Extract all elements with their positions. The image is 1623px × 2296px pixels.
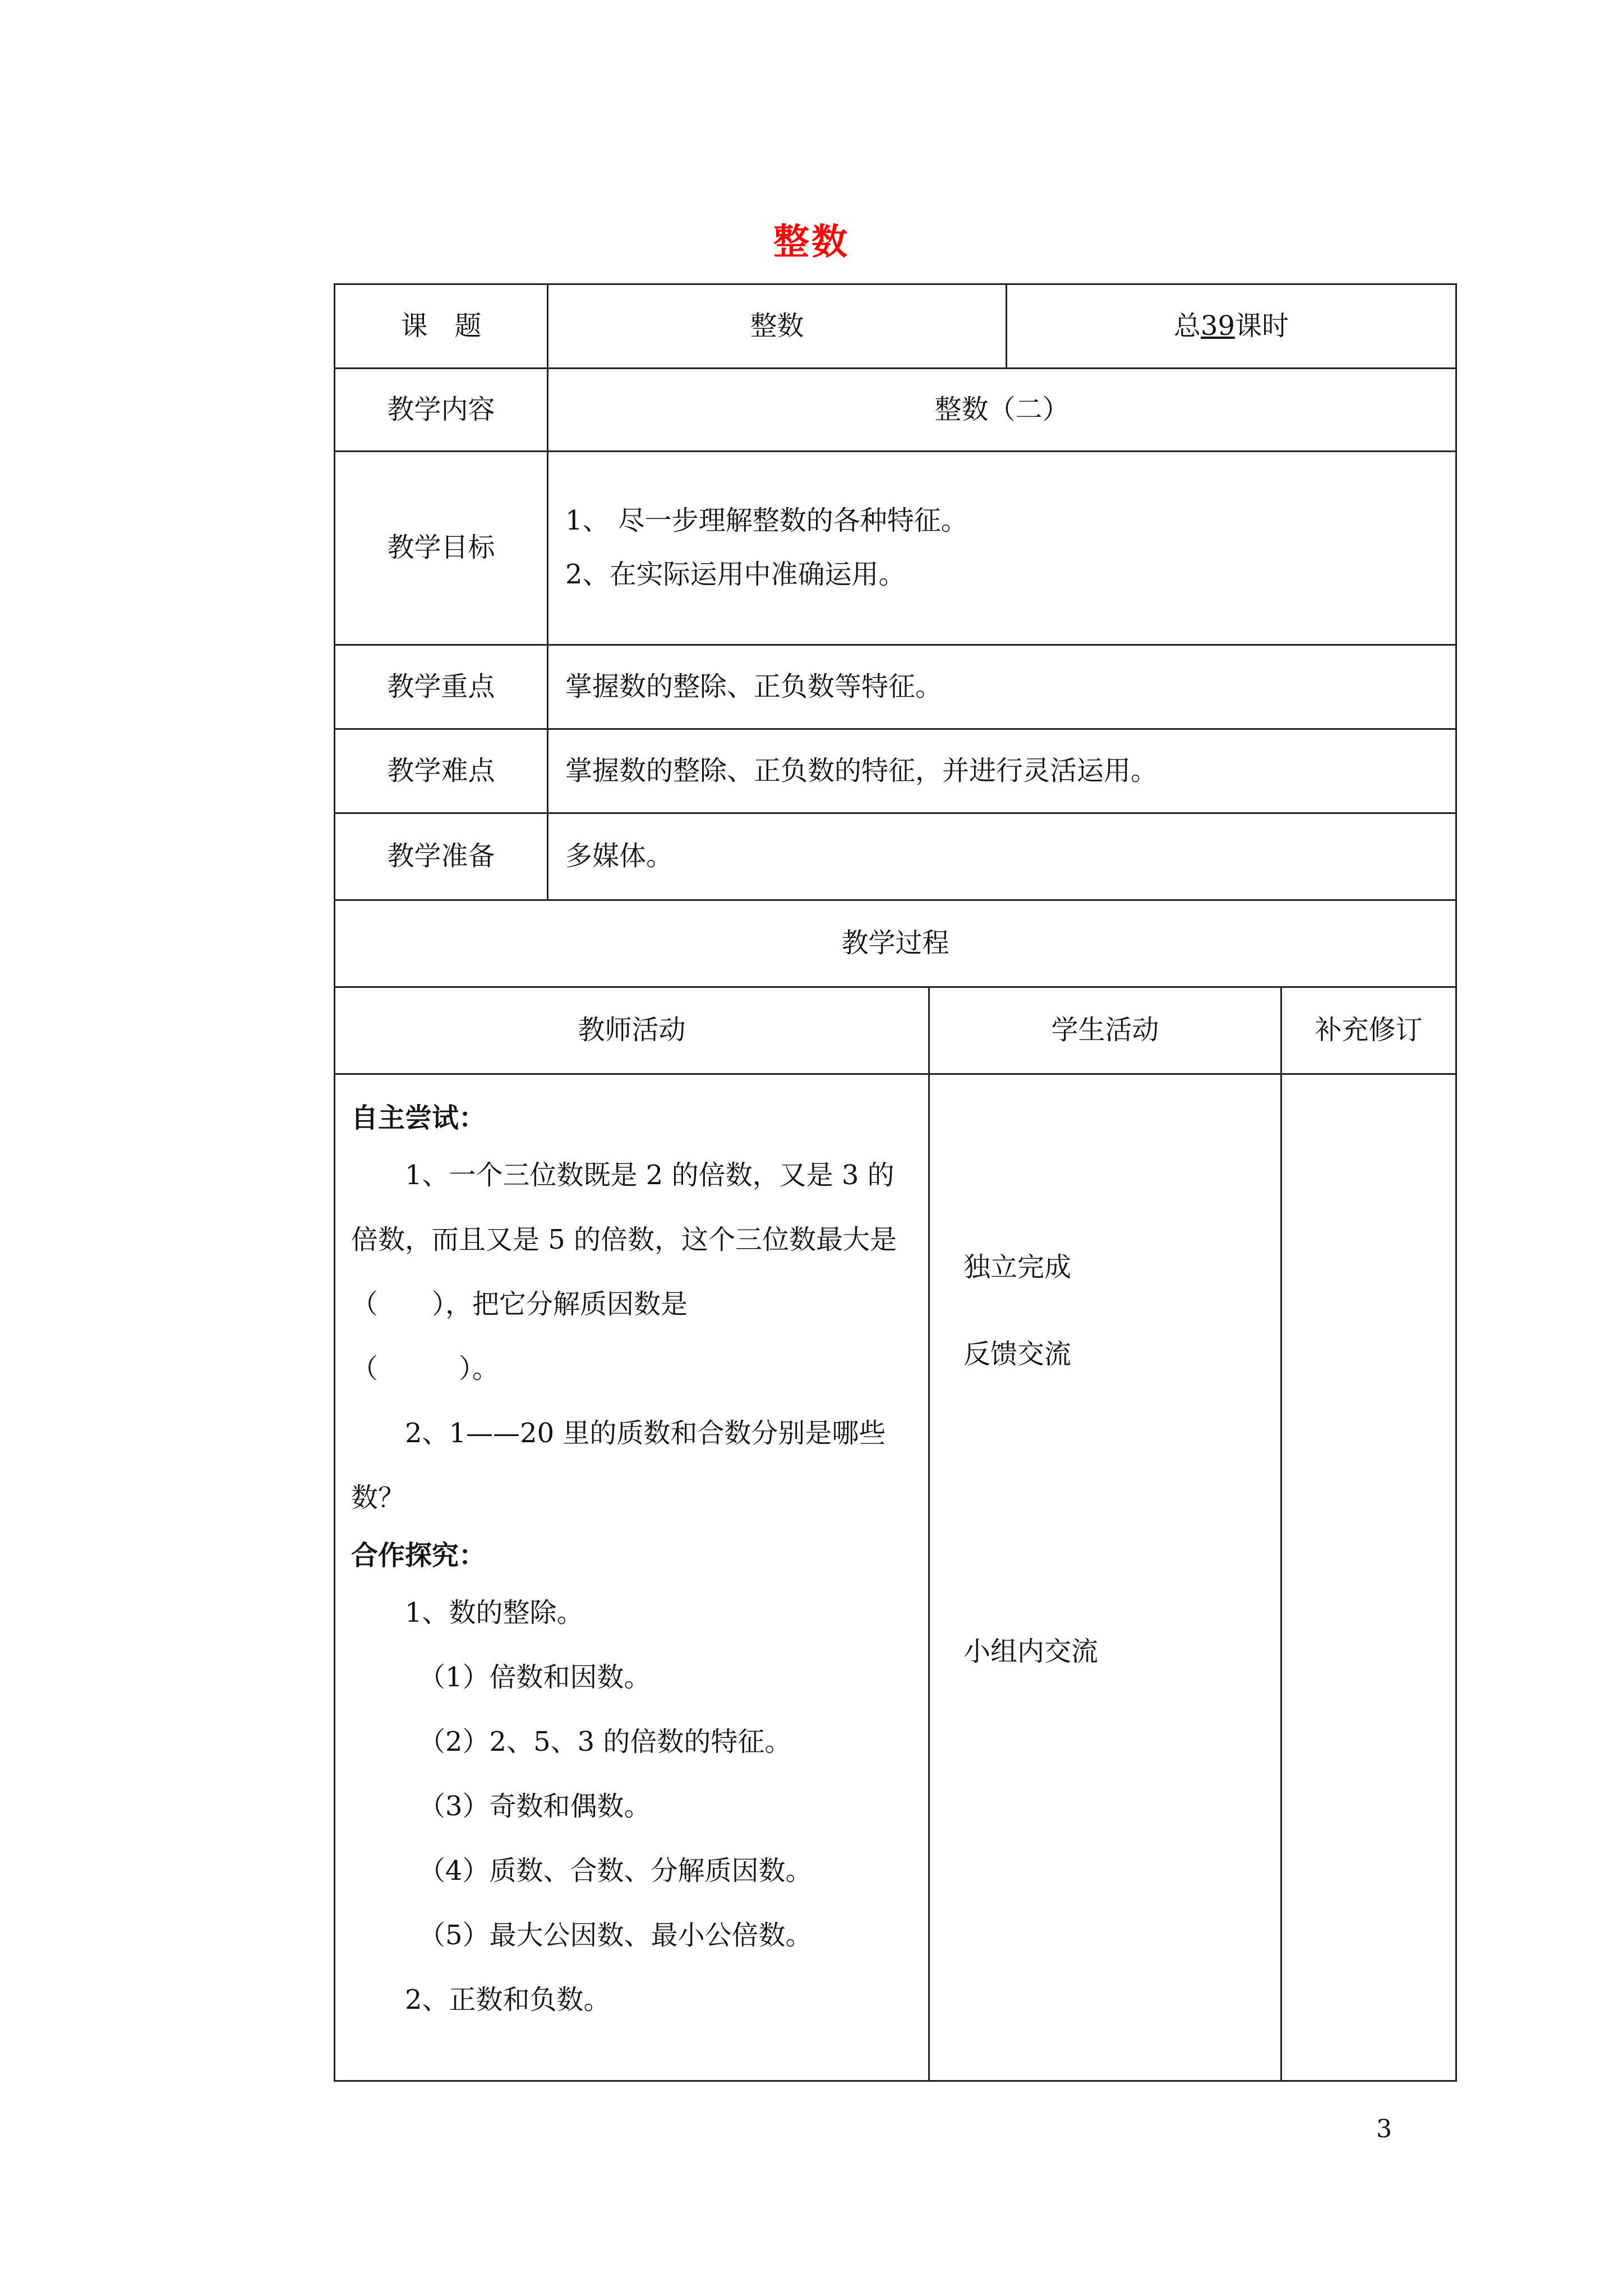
- list-subitem: （3）奇数和偶数。: [418, 1791, 651, 1822]
- process-title: 教学过程: [335, 900, 1456, 987]
- revision-cell: [1281, 1074, 1456, 2081]
- prep-value: 多媒体。: [548, 813, 1456, 900]
- question-line: 1、一个三位数既是 2 的倍数，又是 3 的: [405, 1159, 895, 1191]
- difficulty-value: 掌握数的整除、正负数的特征，并进行灵活运用。: [548, 729, 1456, 813]
- col-student-activity: 学生活动: [929, 987, 1281, 1074]
- content-value: 整数（二）: [548, 369, 1456, 452]
- goal-item: 2、在实际运用中准确运用。: [565, 559, 906, 590]
- topic-value: 整数: [548, 284, 1007, 369]
- topic-label: 课 题: [335, 284, 548, 369]
- content-label: 教学内容: [335, 369, 548, 452]
- col-revision: 补充修订: [1281, 987, 1456, 1074]
- question-line: 倍数，而且又是 5 的倍数，这个三位数最大是: [351, 1224, 897, 1255]
- content-row: [335, 369, 1456, 452]
- difficulty-label: 教学难点: [335, 729, 548, 813]
- list-item: 2、正数和负数。: [405, 1984, 611, 2016]
- question-line: 2、1——20 里的质数和合数分别是哪些: [405, 1418, 886, 1449]
- list-subitem: （5）最大公因数、最小公倍数。: [418, 1920, 813, 1951]
- lesson-plan-table: [334, 283, 1457, 2082]
- goals-label: 教学目标: [335, 452, 548, 645]
- key-value: 掌握数的整除、正负数等特征。: [548, 645, 1456, 729]
- total-number: 39: [1200, 310, 1235, 342]
- list-item: 1、数的整除。: [405, 1597, 584, 1628]
- section-heading: 合作探究：: [351, 1540, 486, 1571]
- prep-row: [335, 813, 1456, 900]
- goal-item: 1、 尽一步理解整数的各种特征。: [565, 505, 968, 537]
- student-activity-cell: [929, 1074, 1281, 2081]
- process-title-row: [335, 900, 1456, 987]
- col-teacher-activity: 教师活动: [335, 987, 929, 1074]
- list-subitem: （1）倍数和因数。: [418, 1662, 651, 1693]
- prep-label: 教学准备: [335, 813, 548, 900]
- section-heading: 自主尝试：: [351, 1102, 486, 1134]
- key-row: [335, 645, 1456, 729]
- question-line: （ ），把它分解质因数是: [351, 1289, 688, 1320]
- process-body-row: [335, 1074, 1456, 2081]
- list-subitem: （2）2、5、3 的倍数的特征。: [418, 1726, 792, 1757]
- question-line: 数？: [351, 1482, 405, 1513]
- total-suffix: 课时: [1235, 310, 1289, 342]
- difficulty-row: [335, 729, 1456, 813]
- header-row: [335, 284, 1456, 369]
- document-title: 整数: [773, 221, 850, 263]
- question-line: （ ）。: [351, 1353, 500, 1384]
- goals-cell: [548, 452, 1456, 645]
- list-subitem: （4）质数、合数、分解质因数。: [418, 1855, 813, 1887]
- total-lessons: [1007, 284, 1456, 369]
- total-prefix: 总: [1173, 310, 1201, 342]
- student-activity-text: 小组内交流: [963, 1636, 1099, 1667]
- goals-row: [335, 452, 1456, 645]
- page-number: 3: [1376, 2115, 1392, 2143]
- student-activity-text: 独立完成: [963, 1251, 1072, 1283]
- student-activity-text: 反馈交流: [963, 1338, 1072, 1370]
- process-header-row: [335, 987, 1456, 1074]
- key-label: 教学重点: [335, 645, 548, 729]
- teacher-activity-cell: [335, 1074, 929, 2081]
